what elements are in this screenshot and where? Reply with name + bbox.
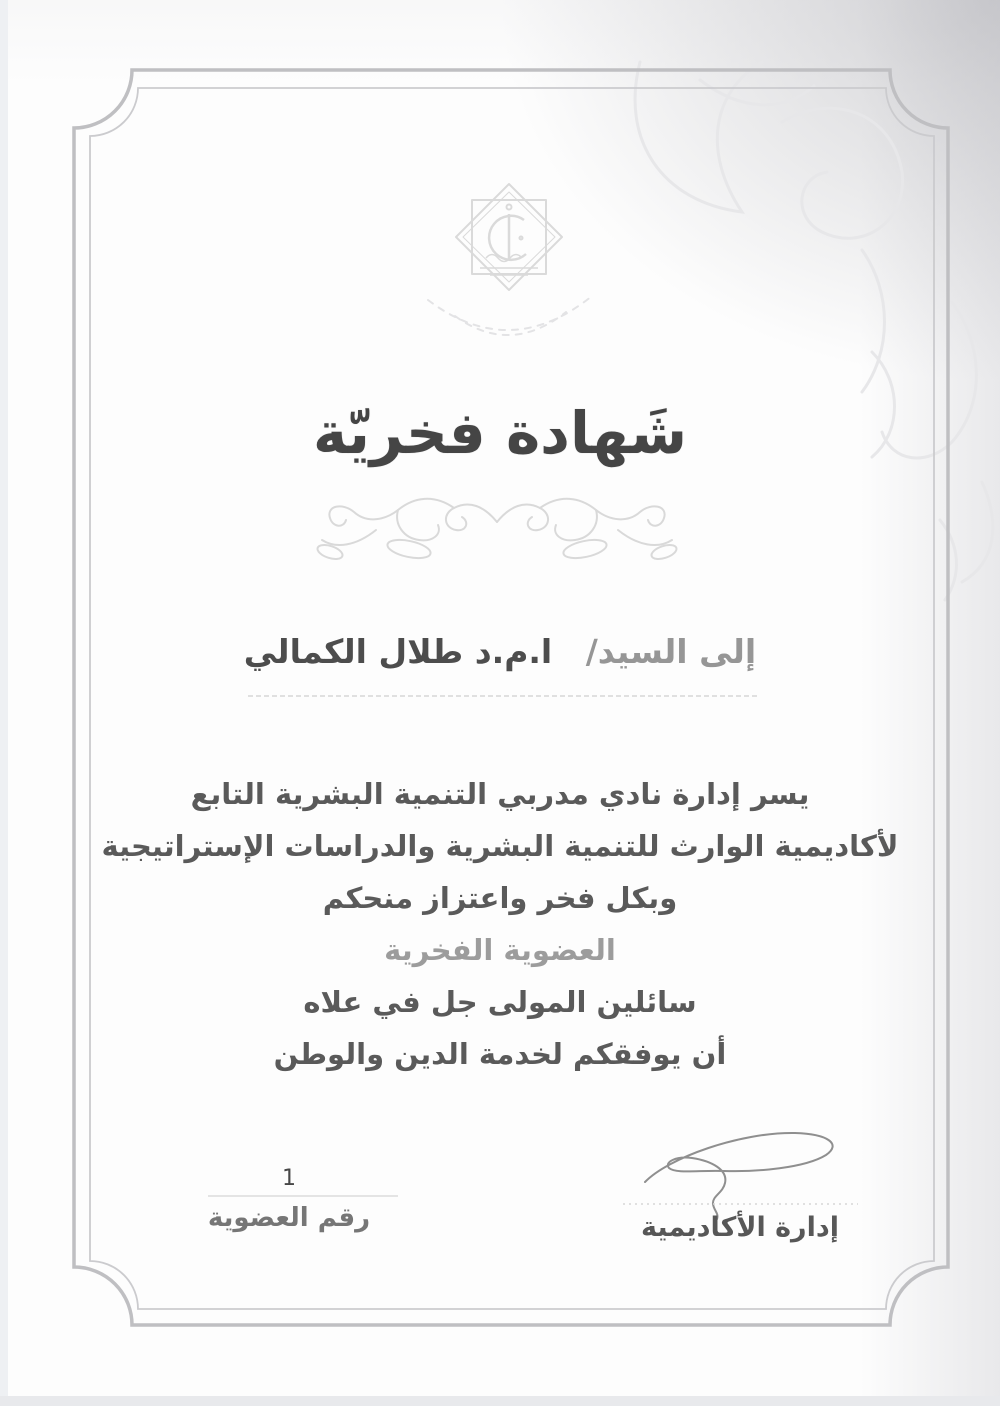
membership-number: 1 bbox=[282, 1166, 296, 1191]
membership-label: رقم العضوية bbox=[207, 1203, 371, 1233]
body-line-6: أن يوفقكم لخدمة الدين والوطن bbox=[273, 1037, 727, 1071]
emblem-arc-flourish bbox=[428, 296, 592, 335]
body-line-3: وبكل فخر واعتزاز منحكم bbox=[322, 881, 678, 915]
arabesque-floral-watermark-icon bbox=[635, 62, 993, 600]
body-line-grant: العضوية الفخرية bbox=[384, 933, 616, 967]
flourish-divider-icon bbox=[316, 499, 678, 562]
certificate-body bbox=[100, 768, 900, 1080]
scan-edge-bottom bbox=[0, 1396, 1000, 1406]
body-line-5: سائلين المولى جل في علاه bbox=[303, 985, 697, 1019]
body-line-1: يسر إدارة نادي مدربي التنمية البشرية التابع bbox=[190, 777, 810, 811]
recipient-name: ا.م.د طلال الكمالي bbox=[243, 632, 553, 671]
recipient-line bbox=[8, 622, 992, 682]
eight-pointed-star-emblem-icon bbox=[456, 184, 562, 290]
signature-label: إدارة الأكاديمية bbox=[641, 1212, 839, 1243]
certificate-frame bbox=[74, 70, 948, 1325]
frame-inner-line bbox=[90, 88, 934, 1309]
frame-outer-line bbox=[74, 70, 948, 1325]
recipient-prefix: إلى السيد/ bbox=[585, 632, 757, 671]
certificate-title: شَهادة فخريّة bbox=[312, 399, 688, 467]
body-line-2: لأكاديمية الوارث للتنمية البشرية والدراسات الإستراتيجية bbox=[101, 829, 899, 863]
